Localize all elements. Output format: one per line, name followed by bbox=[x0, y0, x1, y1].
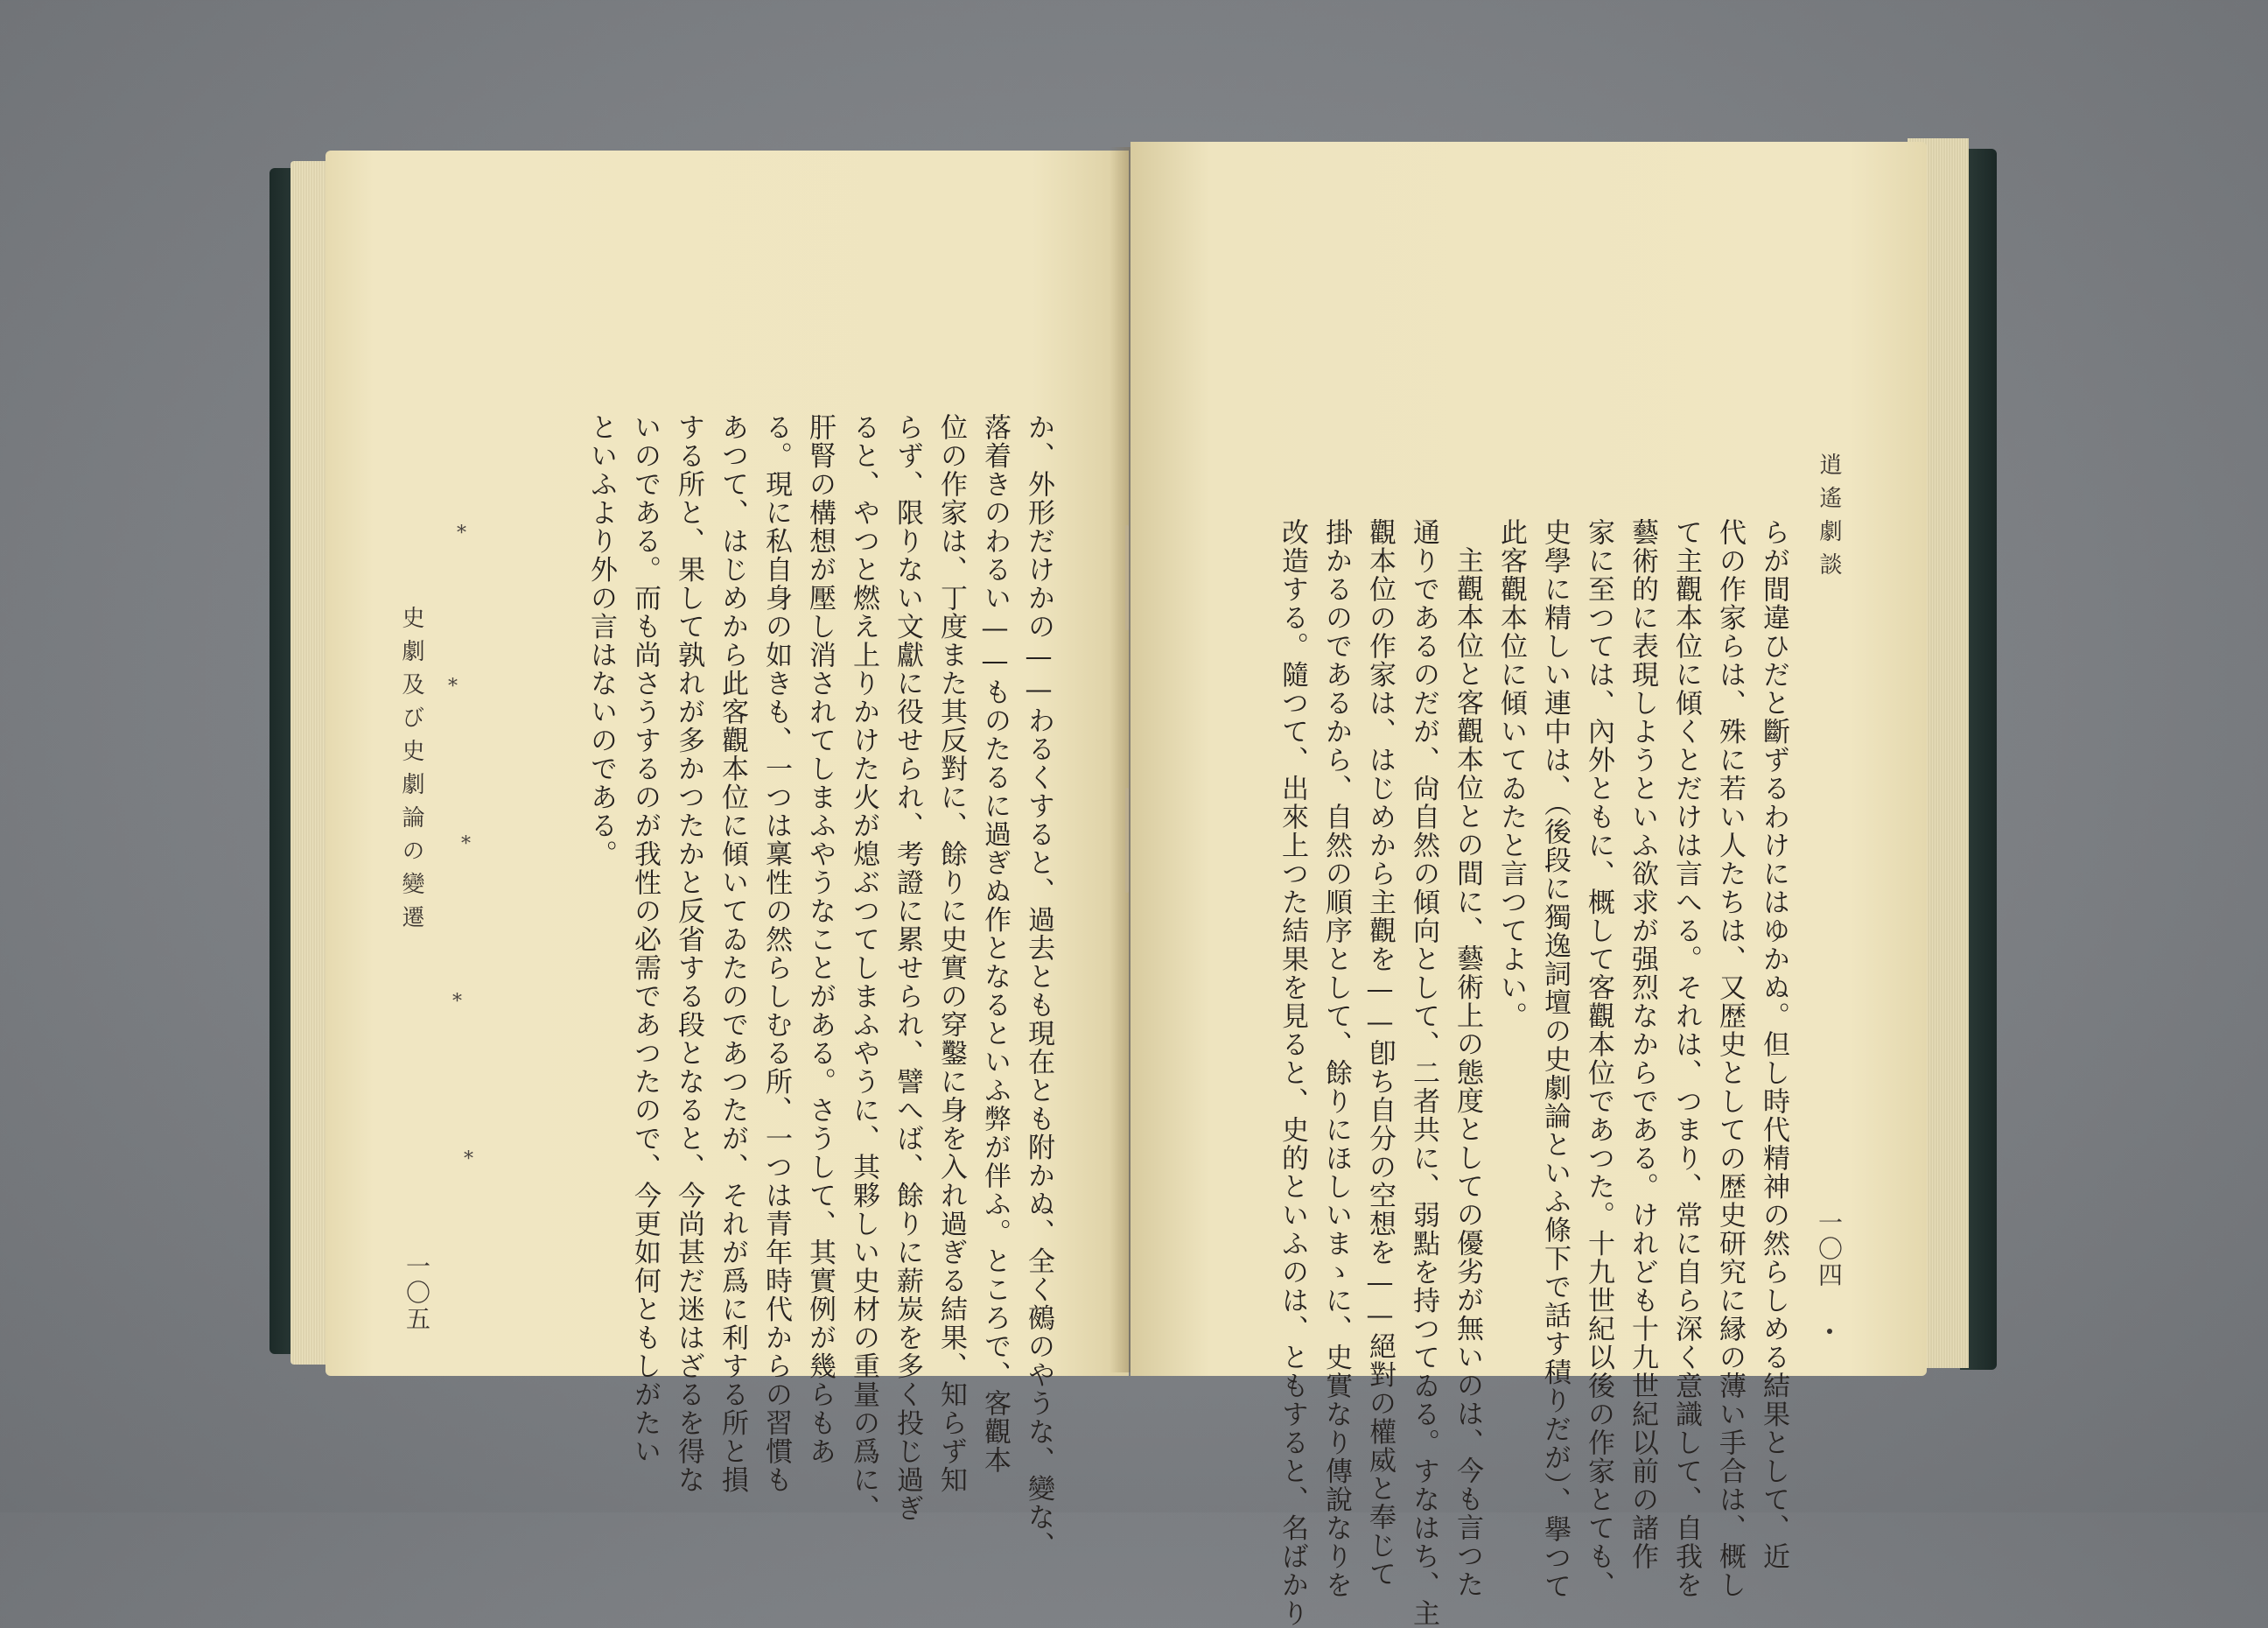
binding-stitch bbox=[1125, 525, 1129, 630]
body-line: らず、限りない文獻に役せられ、考證に累せられ、譬へば、餘りに薪炭を多く投じ過ぎ bbox=[892, 413, 923, 1523]
body-line: 主觀本位と客觀本位との間に、藝術上の態度としての優劣が無いのは、今も言つた bbox=[1452, 546, 1483, 1599]
right-page-body bbox=[1270, 518, 1796, 1628]
body-line: 改造する。隨つて、出來上つた結果を見ると、史的といふのは、ともすると、名ばかり bbox=[1277, 518, 1308, 1628]
body-line: あつて、はじめから此客觀本位に傾いてゐたのであつたが、それが爲に利する所と損 bbox=[717, 413, 748, 1494]
section-asterisk: * bbox=[461, 833, 471, 855]
page-number-left: 一〇五 bbox=[402, 1253, 431, 1332]
body-line: する所と、果して孰れが多かつたかと反省する段となると、今尚甚だ迷はざるを得な bbox=[673, 413, 704, 1494]
section-asterisk: * bbox=[452, 991, 462, 1013]
section-asterisk: * bbox=[457, 523, 466, 544]
body-line: 落着きのわるい——ものたるに過ぎぬ作となるといふ弊が伴ふ。ところで、客觀本 bbox=[979, 413, 1011, 1475]
body-line: 肝腎の構想が壓し消されてしまふやうなことがある。さうして、其實例が幾らもあ bbox=[804, 413, 836, 1466]
left-page-body bbox=[579, 413, 1060, 1560]
body-line: る。現に私自身の如きも、一つは稟性の然らしむる所、一つは青年時代からの習慣も bbox=[760, 413, 792, 1494]
body-line: 家に至つては、內外ともに、概して客觀本位であつた。十九世紀以後の作家とても、 bbox=[1583, 518, 1614, 1599]
body-line: らが間違ひだと斷ずるわけにはゆかぬ。但し時代精神の然らしめる結果として、近 bbox=[1758, 518, 1789, 1571]
binding-stitch bbox=[1125, 788, 1129, 893]
body-line: いのである。而も尚さうするのが我性の必需であつたので、今更如何ともしがたい bbox=[629, 413, 661, 1466]
body-line: 此客觀本位に傾いてゐたと言つてよい。 bbox=[1495, 518, 1527, 1030]
body-line: 通りであるのだが、尙自然の傾向として、二者共に、弱點を持つてゐる。すなはち、主 bbox=[1408, 518, 1439, 1628]
body-line: 掛かるのであるから、自然の順序として、餘りにほしいまゝに、史實なり傳說なりを bbox=[1320, 518, 1352, 1599]
body-line: 位の作家は、丁度また其反對に、餘りに史實の穿鑿に身を入れ過ぎる結果、知らず知 bbox=[935, 413, 967, 1494]
body-line: 代の作家らは、殊に若い人たちは、又歴史としての歴史研究に縁の薄い手合は、概し bbox=[1714, 518, 1746, 1599]
body-line: ると、やつと燃え上りかけた火が熄ぶつてしまふやうに、其夥しい史材の重量の爲に、 bbox=[848, 413, 879, 1523]
body-line: か、外形だけかの——わるくすると、過去とも現在とも附かぬ、全く鵺のやうな、變な、 bbox=[1023, 413, 1054, 1560]
running-head-left: 史劇及び史劇論の變遷 bbox=[398, 606, 424, 938]
section-asterisk: * bbox=[448, 676, 458, 698]
body-line: 藝術的に表現しようといふ欲求が强烈なからである。けれども十九世紀以前の諸作 bbox=[1627, 518, 1658, 1571]
section-asterisk: * bbox=[464, 1148, 473, 1170]
left-page bbox=[326, 151, 1129, 1560]
running-head-right: 逍遙劇談 bbox=[1816, 453, 1842, 586]
body-line: 觀本位の作家は、はじめから主觀を——卽ち自分の空想を——絕對の權威と奉じて bbox=[1364, 518, 1396, 1589]
page-number-right: 一〇四 bbox=[1815, 1210, 1844, 1288]
page-mark-dot bbox=[1827, 1329, 1832, 1334]
body-line: て主觀本位に傾くとだけは言へる。それは、つまり、常に自ら深く意識して、自我を bbox=[1670, 518, 1702, 1599]
body-line: 史學に精しい連中は、（後段に獨逸詞壇の史劇論といふ條下で話す積りだが）、擧つて bbox=[1539, 518, 1571, 1601]
body-line: といふより外の言はないのである。 bbox=[585, 413, 617, 868]
right-page bbox=[1130, 142, 1927, 1628]
